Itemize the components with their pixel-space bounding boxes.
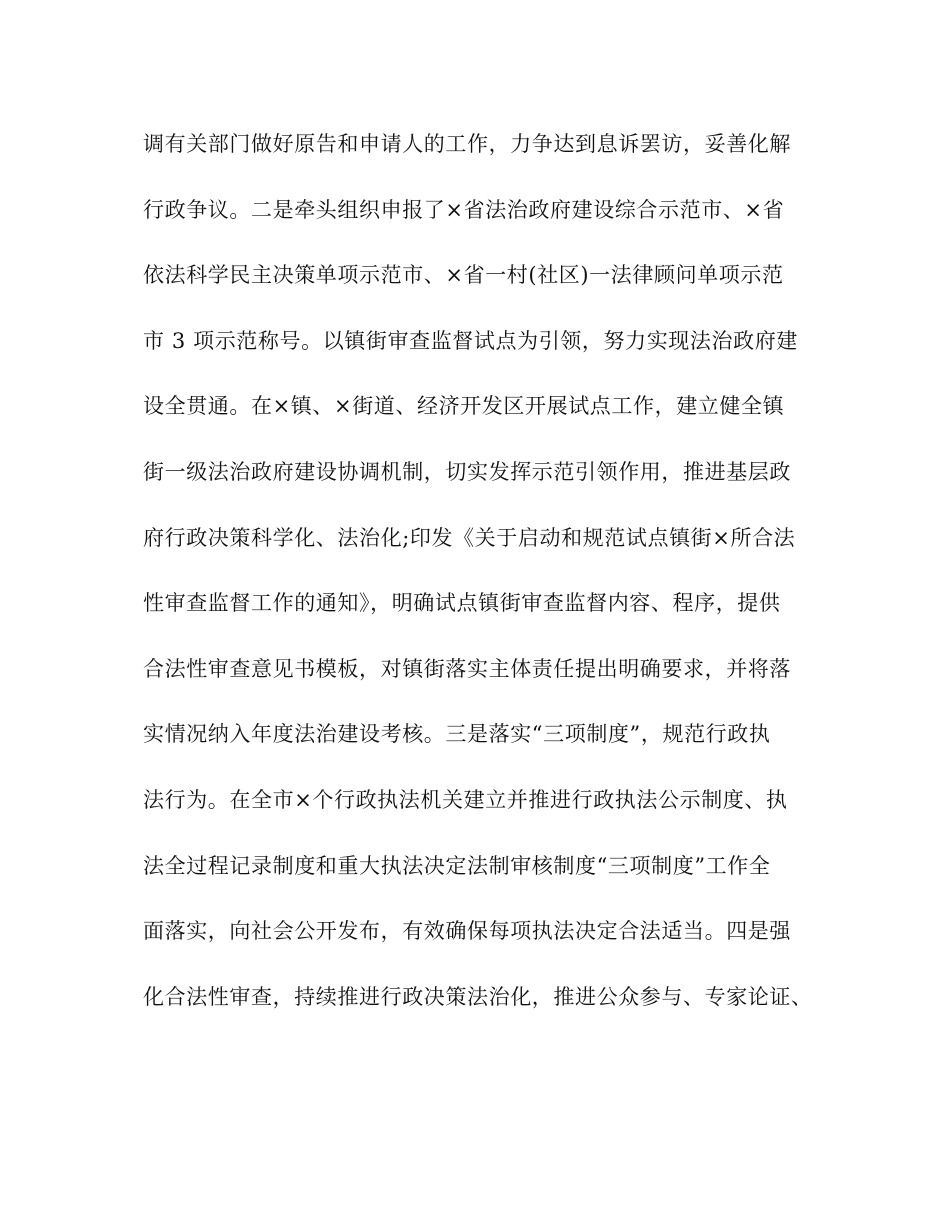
text-line: 行政争议。二是牵头组织申报了×省法治政府建设综合示范市、×省 — [143, 197, 785, 222]
text-line: 街一级法治政府建设协调机制，切实发挥示范引领作用，推进基层政 — [143, 459, 791, 484]
text-line: 依法科学民主决策单项示范市、×省一村(社区)一法律顾问单项示范 — [143, 263, 784, 288]
text-line: 市 3 项示范称号。以镇街审查监督试点为引领，努力实现法治政府建 — [143, 328, 798, 353]
text-line: 法行为。在全市×个行政执法机关建立并推进行政执法公示制度、执 — [143, 787, 788, 812]
text-line: 合法性审查意见书模板，对镇街落实主体责任提出明确要求，并将落 — [143, 656, 791, 681]
body-text — [143, 118, 823, 1036]
text-line: 府行政决策科学化、法治化;印发《关于启动和规范试点镇街×所合法 — [143, 525, 796, 550]
text-line: 面落实，向社会公开发布，有效确保每项执法决定合法适当。四是强 — [143, 919, 791, 944]
text-line: 化合法性审查，持续推进行政决策法治化，推进公众参与、专家论证、 — [143, 984, 813, 1009]
text-line: 性审查监督工作的通知》，明确试点镇街审查监督内容、程序，提供 — [143, 591, 781, 616]
text-line: 实情况纳入年度法治建设考核。三是落实“三项制度”，规范行政执 — [143, 722, 771, 747]
text-line: 调有关部门做好原告和申请人的工作，力争达到息诉罢访，妥善化解 — [143, 132, 791, 156]
text-line: 设全贯通。在×镇、×街道、经济开发区开展试点工作，建立健全镇 — [143, 394, 785, 419]
text-line: 法全过程记录制度和重大执法决定法制审核制度“三项制度”工作全 — [143, 853, 771, 878]
